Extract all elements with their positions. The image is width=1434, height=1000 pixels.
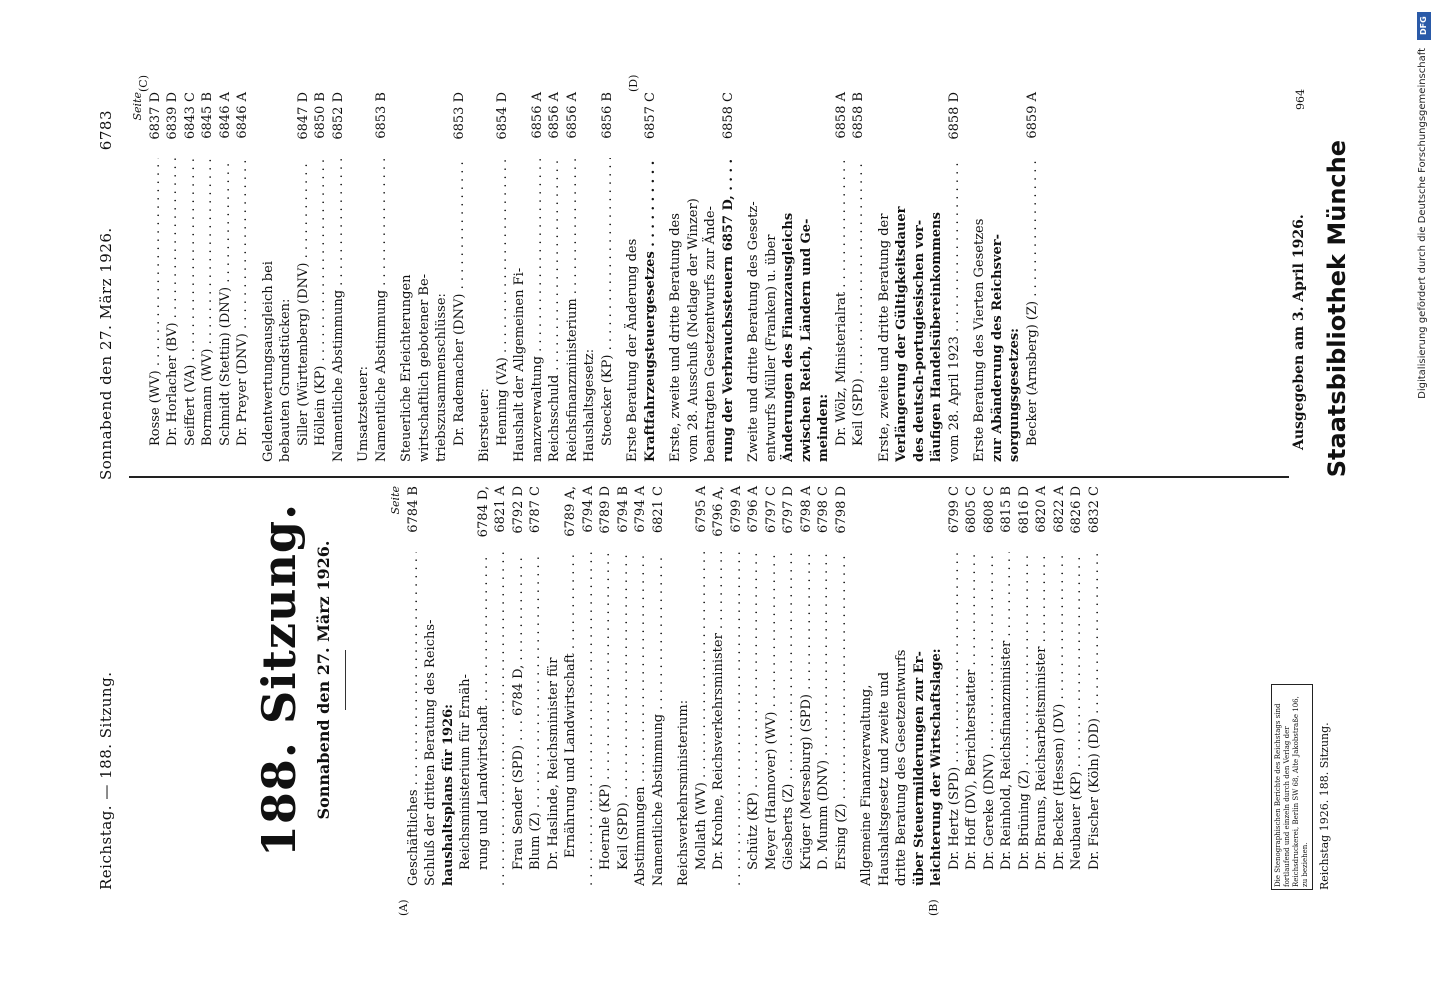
entry-text: Haushalt der Allgemeinen Fi- [512,267,527,462]
title-rule [345,650,346,710]
digitization-credit [1415,8,1434,998]
toc-entry [546,92,564,462]
entry-page-ref: 6839 D [165,92,180,140]
entry-text: Dr. Becker (Hessen) (DV) . . . [1051,552,1069,886]
toc-entry [720,92,738,462]
toc-entry [510,486,528,886]
left-column [387,486,1103,886]
toc-entry [545,486,563,886]
toc-entry [685,92,703,462]
page-header [97,110,119,890]
session-title-block [252,490,346,870]
entry-page-ref: 6858 C [720,92,736,140]
entry-text: Dr. Horlacher (BV) . . . [164,158,182,462]
entry-text: Rosse (WV) . . . [147,158,165,462]
toc-entry [529,92,547,462]
entry-page-ref: 6858 A [833,92,849,139]
entry-text: haushaltsplans für 1926: [440,704,456,886]
entry-text: Erste, zweite und dritte Beratung des [668,213,683,462]
toc-entry [876,486,894,886]
toc-entry [405,486,423,886]
entry-text: Namentliche Abstimmung . . . [330,158,348,462]
entry-text: über Steuermilderungen zur Er- [911,651,927,886]
entry-page-ref: 6846 A [217,92,233,139]
entry-page-ref: 6799 A [728,486,744,533]
entry-page-ref: 6858 D [946,92,962,140]
entry-text: Blum (Z) . . . [527,552,545,886]
issued-date: Ausgegeben am 3. April 1926. [1291,214,1307,450]
entry-text: Hoernle (KP) . . . [597,552,615,886]
toc-entry [728,486,746,886]
entry-text: Siller (Württemberg) (DNV) . . . [295,158,313,462]
entry-text: Dr. Rademacher (DNV) . . . [451,158,469,462]
entry-text: Umsatzsteuer: [356,365,371,462]
entry-page-ref: 6794 B [615,486,631,533]
entry-gap [659,92,667,462]
entry-text: nanzverwaltung . . . [529,158,547,462]
entry-text: rung der Verbrauchssteuern 6857 D, . . . [720,158,738,462]
entry-text: Dr. Reinhold, Reichsfinanzminister . . . [998,552,1016,886]
entry-page-ref: 6856 B [599,92,615,139]
toc-entry [946,92,964,462]
entry-text: vom 28. April 1923 . . . [946,158,964,462]
entry-page-ref: 6859 A [1024,92,1040,139]
toc-entry [1068,486,1086,886]
entry-page-ref: 6857 C [642,92,658,140]
entry-text: Abstimmungen . . . [632,552,650,886]
session-date: Sonnabend den 27. März 1926. [314,540,333,820]
toc-entry [1033,486,1051,886]
entry-page-ref: 6850 B [313,92,328,139]
toc-entry [850,92,868,462]
toc-entry [667,92,685,462]
toc-entry [946,486,964,886]
toc-entry [562,486,580,886]
toc-entry [164,92,182,462]
toc-entry [422,486,440,886]
toc-entry [182,92,200,462]
toc-entry [833,486,851,886]
entry-text: Krüger (Merseburg) (SPD) . . . [798,552,816,886]
entry-page-ref: 6816 D [1016,486,1032,534]
page-number: 6783 [97,110,115,151]
entry-text: Dr. Brüning (Z) . . . [1016,552,1034,886]
toc-entry [234,92,252,462]
entry-text: Dr. Wölz, Ministerialrat . . . [833,158,851,462]
toc-entry [416,92,434,462]
toc-entry [963,486,981,886]
entry-page-ref: 6822 A [1051,486,1067,533]
entry-text: Neubauer (KP) . . . [1068,552,1086,886]
margin-mark-d: (D) [627,74,640,92]
entry-text: leichterung der Wirtschaftslage: [929,648,944,886]
entry-page-ref: 6821 C [650,486,666,534]
toc-entry [1086,486,1104,886]
entry-text: Änderungen des Finanzausgleichs [781,212,796,462]
entry-text: Erste Beratung der Änderung des [625,238,640,462]
toc-entry [989,92,1007,462]
toc-entry [780,486,798,886]
toc-entry [492,486,510,886]
entry-page-ref: 6854 D [494,92,510,140]
entry-text: Reichsverkehrsministerium: [676,699,691,886]
entry-text: Giesberts (Z) . . . [780,552,798,886]
entry-text: Dr. Preyer (DNV) . . . [234,158,252,462]
entry-page-ref: 6798 A [798,486,814,533]
entry-text: Namentliche Abstimmung . . . [373,158,391,462]
toc-entry [433,92,451,462]
entry-text: Geldentwertungsausgleich bei [260,261,276,462]
entry-text: zur Abänderung des Reichsver- [989,234,1005,462]
entry-text: Namentliche Abstimmung . . . [650,552,668,886]
entry-text: Bormann (WV) . . . [199,158,217,462]
footer-left: Reichstag 1926. 188. Sitzung. [1318,722,1331,890]
toc-entry [710,486,728,886]
column-divider [129,476,1289,478]
toc-entry [199,92,217,462]
right-column [129,92,1041,462]
toc-entry [511,92,529,462]
entry-text [492,552,510,886]
entry-text: Keil (SPD) . . . [850,158,868,462]
entry-text: bebauten Grundstücken: [278,298,293,462]
toc-entry [971,92,989,462]
margin-mark-a: (A) [397,899,410,916]
toc-entry [312,92,330,462]
entry-text: Höllein (KP) . . . [312,158,330,462]
entry-text: Reichsschuld . . . [546,158,564,462]
toc-entry [624,92,642,462]
credit-text: Digitalisierung gefördert durch die Deutsche Forschungsgemeinschaft [1417,48,1428,399]
toc-entry [457,486,475,886]
entry-page-ref: 6796 A, [711,486,726,537]
entry-page-ref: 6789 D [598,486,613,534]
toc-entry [763,92,781,462]
toc-entry [330,92,348,462]
toc-entry [998,486,1016,886]
toc-entry [798,92,816,462]
toc-entry [373,92,391,462]
toc-entry [675,486,693,886]
entry-page-ref: 6845 B [200,92,215,139]
entry-gap [868,92,876,462]
entry-page-ref: 6789 A, [563,486,578,537]
toc-entry [597,486,615,886]
entry-page-ref: 6795 A [693,486,709,533]
entry-text: entwurfs Müller (Franken) u. über [763,234,779,462]
entry-text: Ernährung und Landwirtschaft . . . [562,552,580,886]
toc-entry [642,92,660,462]
toc-entry [815,486,833,886]
toc-entry [527,486,545,886]
entry-page-ref: 6820 A [1034,486,1049,533]
toc-entry [475,486,493,886]
toc-entry [564,92,582,462]
document-page [67,70,1367,930]
entry-page-ref: 6794 A [633,486,648,533]
header-left: Reichstag. — 188. Sitzung. [97,671,115,890]
entry-gap [737,92,745,462]
toc-entry [650,486,668,886]
entry-page-ref: 6798 C [816,486,831,534]
entry-page-ref: 6821 A [493,486,508,533]
entry-page-ref: 6799 C [946,486,962,534]
entry-text: Verlängerung der Gültigkeitsdauer [894,206,909,462]
entry-text: Keil (SPD) . . . [615,552,633,886]
entry-text: Dr. Brauns, Reichsarbeitsminister . . . [1033,552,1051,886]
toc-entry [147,92,165,462]
toc-entry [451,92,469,462]
toc-entry [928,486,946,886]
footer-number: 964 [1294,89,1307,110]
toc-entry [798,486,816,886]
toc-entry [494,92,512,462]
toc-entry [815,92,833,462]
header-date: Sonnabend den 27. März 1926. [97,227,115,480]
entry-text: Stoecker (KP) . . . [599,158,617,462]
entry-text: Schluß der dritten Beratung des Reichs- [423,619,438,886]
entry-gap [963,92,971,462]
entry-text: sorgungsgesetzes: [1007,328,1022,462]
entry-page-ref: 6856 A [529,92,545,139]
entry-text: Geschäftliches . . . [405,552,423,886]
entry-text: triebszusammenschlüsse: [434,293,449,462]
entry-text: läufigen Handelsübereinkommens [929,212,944,462]
entry-page-ref: 6853 D [451,92,467,140]
entry-text: beantragten Gesetzentwurfs zur Ände- [703,206,718,462]
entry-text: D. Mumm (DNV) . . . [815,552,833,886]
seite-heading-left: Seite [389,486,402,515]
entry-text: Kraftfahrzeugsteuergesetzes . . . [642,158,660,462]
entry-text: Schütz (KP) . . . [745,552,763,886]
entry-gap [390,92,398,462]
entry-text: Dr. Fischer (Köln) (DD) . . . [1086,552,1104,886]
entry-text [580,552,598,886]
entry-text: dritte Beratung des Gesetzentwurfs [894,649,909,886]
entry-text: Schmidt (Stettin) (DNV) . . . [217,158,235,462]
toc-entry [277,92,295,462]
entry-text [728,552,746,886]
toc-entry [833,92,851,462]
entry-page-ref: 6826 D [1069,486,1084,534]
entry-text: Haushaltsgesetz: [582,348,597,462]
margin-mark-c: (C) [137,75,150,92]
entry-text: rung und Landwirtschaft . . . [475,552,493,886]
entry-page-ref: 6805 C [964,486,979,534]
toc-entry [876,92,894,462]
entry-text: Mollath (WV) . . . [693,552,711,886]
entry-text: meinden: [816,393,831,462]
entry-gap [850,486,858,886]
entry-page-ref: 6843 C [182,92,198,140]
entry-page-ref: 6815 B [999,486,1014,533]
entry-text: Zweite und dritte Beratung des Gesetz- [746,201,761,462]
toc-entry [911,486,929,886]
entry-page-ref: 6784 B [405,486,421,533]
entry-page-ref: 6792 D [510,486,526,534]
entry-page-ref: 6797 C [763,486,779,534]
entry-page-ref: 6798 D [833,486,849,534]
entry-text: Ersing (Z) . . . [833,552,851,886]
entry-page-ref: 6853 B [373,92,389,139]
session-title: 188. Sitzung. [252,502,306,858]
entry-page-ref: 6837 D [147,92,163,140]
entry-page-ref: 6787 C [528,486,543,534]
entry-text: vom 28. Ausschuß (Notlage der Winzer) [685,198,701,462]
toc-entry [1024,92,1042,462]
toc-entry [911,92,929,462]
toc-entry [745,92,763,462]
entry-page-ref: 6796 A [746,486,761,533]
toc-entry [893,92,911,462]
publisher-stamp: Die Stenographischen Berichte des Reichstags sind fortlaufend und einzeln durch den Verlag der Reichsdruckerei, Berlin SW 68, Alte Jakobstraße 106, zu beziehen. [1271,684,1313,890]
toc-entry [615,486,633,886]
toc-entry [1016,486,1034,886]
entry-text: Dr. Gereke (DNV) . . . [981,552,999,886]
entry-text: des deutsch-portugiesischen vor- [911,219,927,462]
toc-entry [476,92,494,462]
toc-entry [1006,92,1024,462]
entry-gap [468,92,476,462]
toc-entry [858,486,876,886]
toc-entry [260,92,278,462]
toc-entry [440,486,458,886]
margin-mark-b: (B) [927,899,940,916]
entry-text: zwischen Reich, Ländern und Ge- [798,218,814,462]
toc-entry [355,92,373,462]
dfg-logo: DFG [1417,12,1431,40]
entry-gap [667,486,675,886]
entry-text: Biersteuer: [477,388,492,462]
entry-page-ref: 6856 A [547,92,562,139]
entry-text: Becker (Arnsberg) (Z) . . . [1024,158,1042,462]
entry-text: Meyer (Hannover) (WV) . . . [763,552,781,886]
entry-page-ref: 6856 A [564,92,580,139]
library-stamp: Staatsbibliothek Münche [1323,140,1351,478]
entry-text: Reichsfinanzministerium . . . [564,158,582,462]
entry-page-ref: 6847 D [295,92,311,140]
toc-entry [632,486,650,886]
entry-text: Frau Sender (SPD) . . . 6784 D, . . . [510,552,528,886]
entry-text: Reichsministerium für Ernäh- [458,674,473,870]
entry-page-ref: 6832 C [1086,486,1102,534]
toc-entry [599,92,617,462]
entry-text: Dr. Haslinde, Reichsminister für [545,657,561,870]
entry-page-ref: 6808 C [981,486,997,534]
entry-text: wirtschaftlich gebotener Be- [416,273,432,462]
toc-entry [702,92,720,462]
entry-text: Dr. Hoff (DV), Berichterstatter . . . [963,552,981,886]
entry-gap [616,92,624,462]
toc-entry [581,92,599,462]
toc-entry [928,92,946,462]
entry-gap [252,92,260,462]
toc-entry [295,92,313,462]
entry-text: Dr. Krohne, Reichsverkehrsminister . . . [710,552,728,886]
entry-page-ref: 6784 D, [475,486,491,538]
toc-entry [693,486,711,886]
entry-text: Allgemeine Finanzverwaltung, [859,684,874,886]
entry-text: Erste, zweite und dritte Beratung der [876,213,892,462]
toc-entry [780,92,798,462]
entry-text: Seiffert (VA) . . . [182,158,200,462]
toc-entry [763,486,781,886]
entry-text: Dr. Hertz (SPD) . . . [946,552,964,886]
entry-page-ref: 6852 D [330,92,346,140]
entry-text: Haushaltsgesetz und zweite und [876,671,892,886]
toc-entry [1051,486,1069,886]
toc-entry [398,92,416,462]
toc-entry [981,486,999,886]
toc-entry [217,92,235,462]
seite-heading-right: Seite [131,92,144,121]
entry-page-ref: 6794 A [580,486,596,533]
entry-text: Henning (VA) . . . [494,158,512,462]
entry-page-ref: 6858 B [851,92,866,139]
toc-entry [745,486,763,886]
entry-text: Erste Beratung des Vierten Gesetzes [972,218,987,462]
entry-gap [347,92,355,462]
entry-page-ref: 6797 D [781,486,796,534]
toc-entry [893,486,911,886]
entry-text: Steuerliche Erleichterungen [399,274,414,462]
toc-entry [580,486,598,886]
entry-page-ref: 6846 A [235,92,250,139]
